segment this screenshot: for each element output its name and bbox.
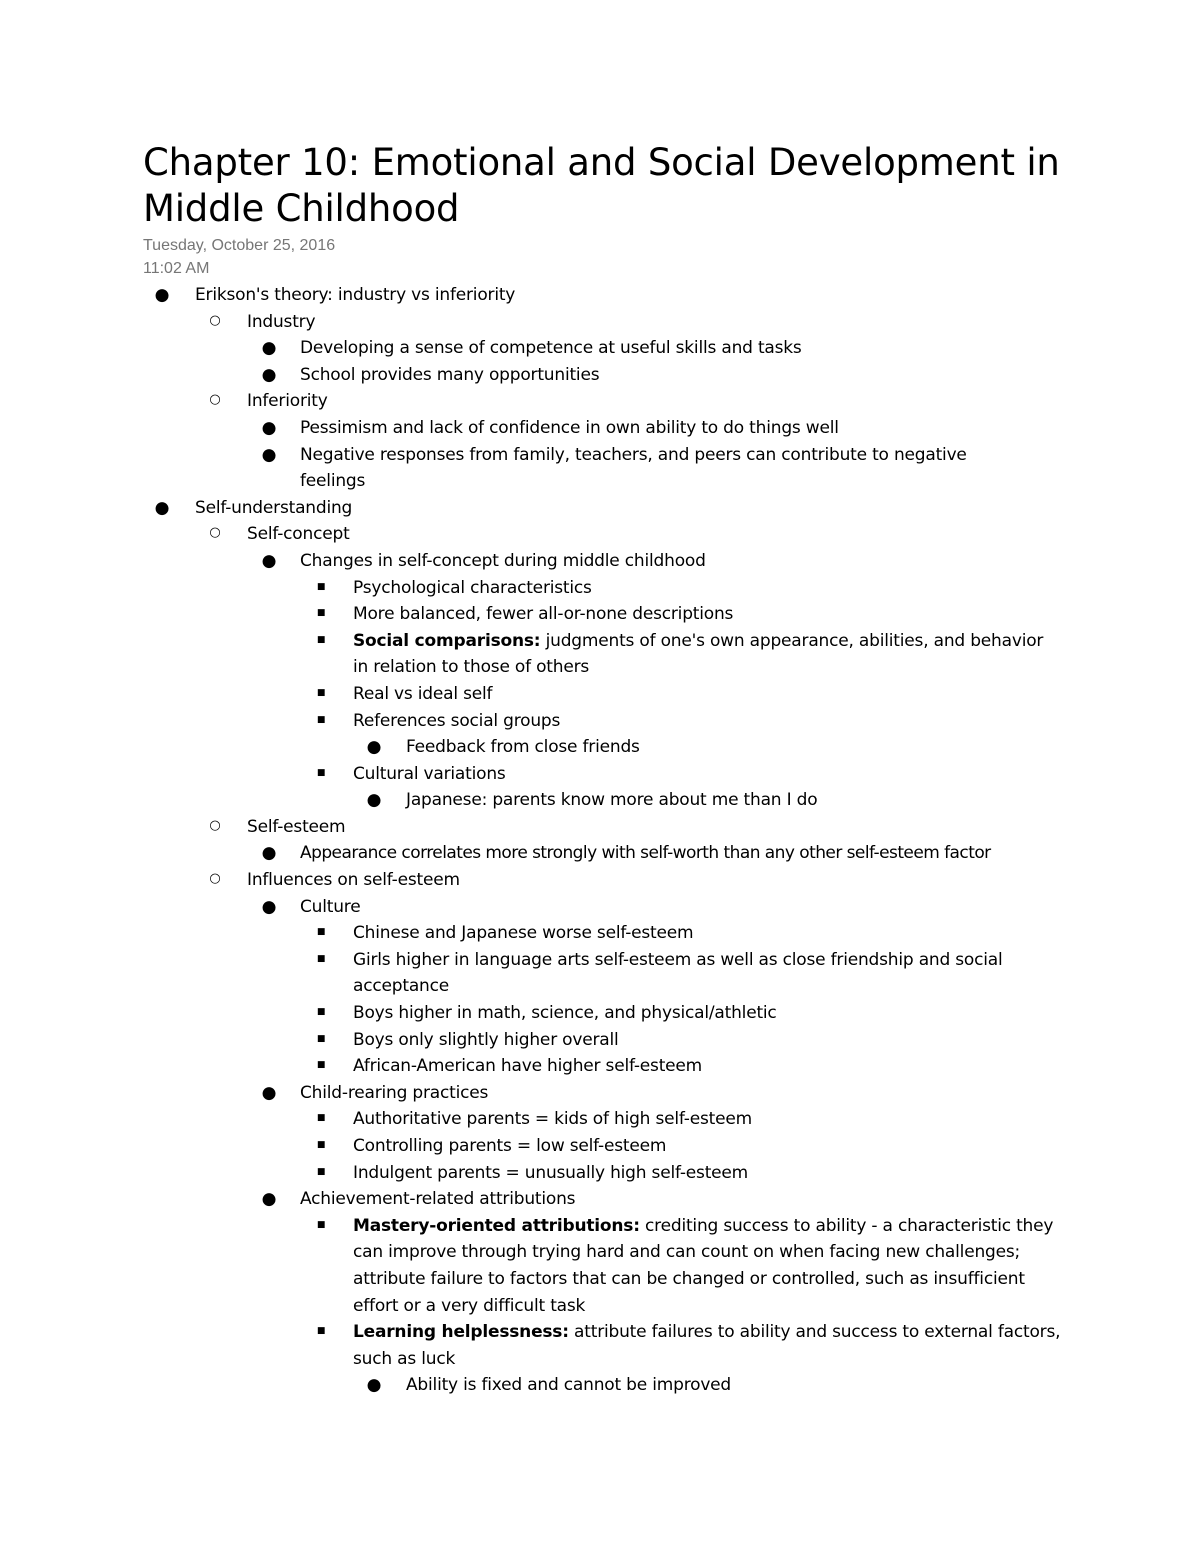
list-item bbox=[0, 601, 1200, 628]
note-date: Tuesday, October 25, 2016 bbox=[143, 237, 336, 254]
list-item-text: Boys higher in math, science, and physical/athletic bbox=[353, 1003, 777, 1024]
bullet-circle-icon: ○ bbox=[209, 312, 221, 328]
list-item bbox=[0, 814, 1200, 841]
bullet-dot-icon: ● bbox=[261, 1189, 277, 1210]
list-item-text: Indulgent parents = unusually high self-esteem bbox=[353, 1162, 749, 1183]
bullet-dot-icon: ● bbox=[261, 550, 277, 571]
list-item bbox=[0, 362, 1200, 389]
bullet-dot-icon: ● bbox=[154, 285, 170, 305]
bullet-square-icon: ■ bbox=[316, 1219, 326, 1230]
bullet-dot-icon: ● bbox=[366, 1375, 382, 1396]
list-item-text: Industry bbox=[247, 311, 316, 332]
list-item bbox=[0, 840, 1200, 867]
list-item-text bbox=[353, 1319, 1063, 1372]
list-item-text: Self-understanding bbox=[195, 497, 353, 518]
list-item bbox=[0, 1106, 1200, 1133]
bullet-square-icon: ■ bbox=[316, 687, 326, 698]
list-item bbox=[0, 894, 1200, 921]
list-item bbox=[0, 681, 1200, 708]
list-item bbox=[0, 1080, 1200, 1107]
list-item-text: African-American have higher self-esteem bbox=[353, 1056, 703, 1077]
bullet-circle-icon: ○ bbox=[209, 817, 221, 833]
list-item-text: Girls higher in language arts self-esteem as well as close friendship and social acceptance bbox=[353, 949, 1003, 997]
list-item-text: Negative responses from family, teachers, and peers can contribute to negative feelings bbox=[300, 444, 967, 492]
list-item bbox=[0, 1000, 1200, 1027]
list-item-text: Chinese and Japanese worse self-esteem bbox=[353, 923, 694, 944]
page-title: Chapter 10: Emotional and Social Development in Middle Childhood bbox=[143, 141, 1060, 230]
list-item bbox=[0, 1213, 1200, 1319]
list-item bbox=[0, 628, 1200, 681]
list-item-text: Self-concept bbox=[247, 524, 350, 545]
bullet-square-icon: ■ bbox=[316, 953, 326, 964]
list-item-text: Achievement-related attributions bbox=[300, 1189, 576, 1210]
bullet-dot-icon: ● bbox=[366, 790, 382, 811]
note-time: 11:02 AM bbox=[143, 260, 210, 277]
bullet-circle-icon: ○ bbox=[209, 392, 221, 408]
list-item-text: Ability is fixed and cannot be improved bbox=[406, 1375, 732, 1396]
bullet-dot-icon: ● bbox=[261, 896, 277, 917]
bullet-square-icon: ■ bbox=[316, 1326, 326, 1337]
list-item-text bbox=[353, 628, 1063, 681]
term-definition: crediting success to ability - a characteristic they can improve through trying hard and can count on when facing new challenges; attribute failure to factors that can be changed or controlled, such as insufficient effort or a very difficult task bbox=[353, 1215, 1054, 1316]
list-item bbox=[0, 1372, 1200, 1399]
list-item-text: School provides many opportunities bbox=[300, 364, 600, 385]
term-definition: attribute failures to ability and success to external factors, such as luck bbox=[353, 1322, 1061, 1369]
list-item-text: Controlling parents = low self-esteem bbox=[353, 1136, 667, 1156]
list-item bbox=[0, 734, 1200, 761]
list-item-text: Influences on self-esteem bbox=[247, 870, 460, 891]
list-item-text: Cultural variations bbox=[353, 763, 506, 784]
bullet-square-icon: ■ bbox=[316, 1060, 326, 1071]
list-item bbox=[0, 309, 1200, 336]
bullet-dot-icon: ● bbox=[261, 843, 277, 864]
list-item-text: Appearance correlates more strongly with self-worth than any other self-esteem factor bbox=[300, 843, 991, 864]
key-term: Learning helplessness: bbox=[353, 1322, 569, 1343]
term-definition: judgments of one's own appearance, abilities, and behavior in relation to those of others bbox=[353, 630, 1044, 678]
list-item bbox=[0, 1053, 1200, 1080]
bullet-circle-icon: ○ bbox=[209, 525, 221, 541]
bullet-dot-icon: ● bbox=[366, 737, 382, 758]
bullet-dot-icon: ● bbox=[261, 444, 277, 465]
list-item bbox=[0, 388, 1200, 415]
list-item-text: Real vs ideal self bbox=[353, 683, 493, 704]
list-item-text: Feedback from close friends bbox=[406, 737, 640, 758]
list-item-text: Erikson's theory: industry vs inferiority bbox=[195, 285, 516, 305]
list-item bbox=[0, 575, 1200, 602]
bullet-square-icon: ■ bbox=[316, 608, 326, 619]
list-item bbox=[0, 495, 1200, 522]
list-item-text: Authoritative parents = kids of high self-esteem bbox=[353, 1109, 752, 1130]
bullet-dot-icon: ● bbox=[154, 497, 170, 518]
list-item bbox=[0, 708, 1200, 735]
bullet-square-icon: ■ bbox=[316, 1140, 326, 1150]
list-item bbox=[0, 1133, 1200, 1160]
list-item-text: Psychological characteristics bbox=[353, 577, 592, 598]
list-item-text: Changes in self-concept during middle childhood bbox=[300, 550, 706, 571]
list-item bbox=[0, 1186, 1200, 1213]
list-item bbox=[0, 335, 1200, 362]
key-term: Social comparisons: bbox=[353, 630, 541, 651]
list-item bbox=[0, 761, 1200, 788]
key-term: Mastery-oriented attributions: bbox=[353, 1215, 640, 1236]
list-item-text: Boys only slightly higher overall bbox=[353, 1029, 619, 1050]
bullet-square-icon: ■ bbox=[316, 634, 326, 645]
list-item-text: Pessimism and lack of confidence in own ability to do things well bbox=[300, 417, 839, 438]
list-item-text: Child-rearing practices bbox=[300, 1082, 489, 1103]
bullet-dot-icon: ● bbox=[261, 1082, 277, 1103]
bullet-dot-icon: ● bbox=[261, 364, 277, 385]
bullet-square-icon: ■ bbox=[316, 1033, 326, 1044]
list-item bbox=[0, 1319, 1200, 1372]
bullet-square-icon: ■ bbox=[316, 714, 326, 725]
list-item bbox=[0, 521, 1200, 548]
bullet-dot-icon: ● bbox=[261, 417, 277, 438]
list-item bbox=[0, 867, 1200, 894]
list-item-text: More balanced, fewer all-or-none descriptions bbox=[353, 604, 734, 625]
bullet-square-icon: ■ bbox=[316, 1166, 326, 1177]
list-item bbox=[0, 442, 1200, 495]
list-item bbox=[0, 1160, 1200, 1187]
bullet-square-icon: ■ bbox=[316, 581, 326, 592]
bullet-circle-icon: ○ bbox=[209, 871, 221, 887]
list-item-text: Developing a sense of competence at useful skills and tasks bbox=[300, 338, 802, 359]
list-item bbox=[0, 415, 1200, 442]
list-item-text: References social groups bbox=[353, 710, 561, 731]
bullet-square-icon: ■ bbox=[316, 767, 326, 778]
list-item bbox=[0, 787, 1200, 814]
list-item-text: Japanese: parents know more about me than I do bbox=[406, 790, 818, 811]
list-item-text: Inferiority bbox=[247, 391, 328, 412]
list-item bbox=[0, 1027, 1200, 1054]
bullet-square-icon: ■ bbox=[316, 1113, 326, 1124]
list-item-text: Self-esteem bbox=[247, 816, 346, 837]
list-item-text bbox=[353, 1213, 1063, 1319]
list-item bbox=[0, 947, 1200, 1000]
list-item-text: Culture bbox=[300, 896, 361, 917]
list-item bbox=[0, 282, 1200, 309]
bullet-dot-icon: ● bbox=[261, 338, 277, 359]
bullet-square-icon: ■ bbox=[316, 927, 326, 938]
list-item bbox=[0, 548, 1200, 575]
notes-outline bbox=[0, 282, 1200, 1399]
list-item bbox=[0, 920, 1200, 947]
bullet-square-icon: ■ bbox=[316, 1007, 326, 1018]
